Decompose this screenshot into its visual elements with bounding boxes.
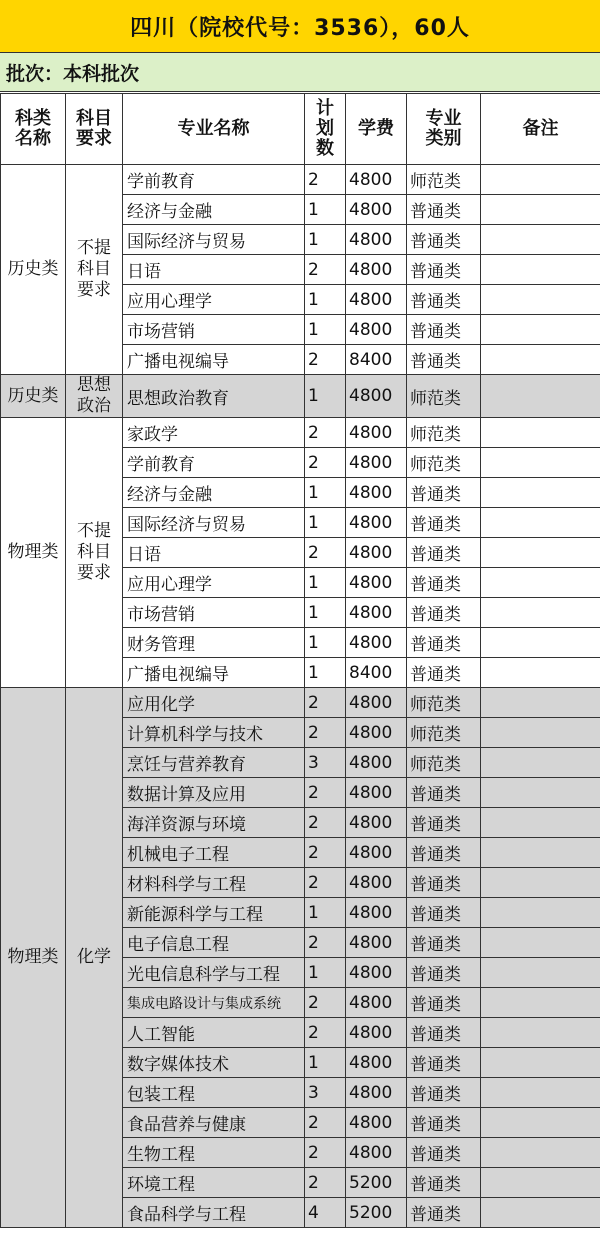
type-cell: 普通类	[407, 478, 481, 508]
fee-cell: 4800	[346, 778, 407, 808]
major-cell: 数据计算及应用	[123, 778, 305, 808]
table-row	[1, 688, 600, 718]
fee-cell: 4800	[346, 1138, 407, 1168]
type-cell: 普通类	[407, 195, 481, 225]
major-cell: 广播电视编导	[123, 345, 305, 375]
major-cell: 新能源科学与工程	[123, 898, 305, 928]
fee-cell: 4800	[346, 868, 407, 898]
major-cell: 应用化学	[123, 688, 305, 718]
plan-cell: 1	[305, 628, 346, 658]
major-cell: 集成电路设计与集成系统	[123, 988, 305, 1018]
type-cell: 师范类	[407, 418, 481, 448]
category-cell: 历史类	[1, 375, 66, 418]
header-fee: 学费	[346, 94, 407, 165]
remark-cell	[481, 225, 600, 255]
type-cell: 普通类	[407, 988, 481, 1018]
remark-cell	[481, 1198, 600, 1228]
plan-cell: 1	[305, 315, 346, 345]
major-cell: 材料科学与工程	[123, 868, 305, 898]
remark-cell	[481, 778, 600, 808]
fee-cell: 4800	[346, 898, 407, 928]
fee-cell: 4800	[346, 628, 407, 658]
remark-cell	[481, 345, 600, 375]
remark-cell	[481, 418, 600, 448]
fee-cell: 4800	[346, 1108, 407, 1138]
type-cell: 普通类	[407, 1138, 481, 1168]
header-type: 专业类别	[407, 94, 481, 165]
table-row	[1, 375, 600, 418]
major-cell: 国际经济与贸易	[123, 508, 305, 538]
type-cell: 普通类	[407, 598, 481, 628]
plan-cell: 2	[305, 345, 346, 375]
type-cell: 普通类	[407, 345, 481, 375]
remark-cell	[481, 375, 600, 418]
fee-cell: 4800	[346, 988, 407, 1018]
fee-cell: 4800	[346, 1048, 407, 1078]
type-cell: 师范类	[407, 688, 481, 718]
fee-cell: 4800	[346, 718, 407, 748]
plan-cell: 2	[305, 1138, 346, 1168]
major-cell: 食品营养与健康	[123, 1108, 305, 1138]
fee-cell: 4800	[346, 255, 407, 285]
major-cell: 机械电子工程	[123, 838, 305, 868]
major-cell: 经济与金融	[123, 478, 305, 508]
type-cell: 师范类	[407, 718, 481, 748]
type-cell: 普通类	[407, 1048, 481, 1078]
major-cell: 环境工程	[123, 1168, 305, 1198]
type-cell: 师范类	[407, 448, 481, 478]
major-cell: 生物工程	[123, 1138, 305, 1168]
remark-cell	[481, 1048, 600, 1078]
remark-cell	[481, 898, 600, 928]
type-cell: 普通类	[407, 928, 481, 958]
major-cell: 应用心理学	[123, 568, 305, 598]
fee-cell: 4800	[346, 838, 407, 868]
plan-cell: 1	[305, 225, 346, 255]
remark-cell	[481, 808, 600, 838]
plan-cell: 3	[305, 1078, 346, 1108]
fee-cell: 4800	[346, 225, 407, 255]
remark-cell	[481, 1078, 600, 1108]
remark-cell	[481, 315, 600, 345]
type-cell: 普通类	[407, 285, 481, 315]
major-cell: 学前教育	[123, 448, 305, 478]
fee-cell: 4800	[346, 478, 407, 508]
type-cell: 普通类	[407, 1198, 481, 1228]
plan-cell: 2	[305, 778, 346, 808]
major-cell: 人工智能	[123, 1018, 305, 1048]
fee-cell: 4800	[346, 568, 407, 598]
remark-cell	[481, 1108, 600, 1138]
fee-cell: 5200	[346, 1198, 407, 1228]
major-cell: 日语	[123, 255, 305, 285]
fee-cell: 8400	[346, 658, 407, 688]
type-cell: 师范类	[407, 165, 481, 195]
plan-cell: 2	[305, 928, 346, 958]
page-title: 四川（院校代号：3536），60人	[0, 0, 600, 53]
fee-cell: 8400	[346, 345, 407, 375]
plan-cell: 1	[305, 568, 346, 598]
plan-cell: 2	[305, 808, 346, 838]
remark-cell	[481, 165, 600, 195]
type-cell: 普通类	[407, 255, 481, 285]
category-cell: 物理类	[1, 688, 66, 1228]
remark-cell	[481, 628, 600, 658]
table-header-row	[1, 94, 600, 165]
major-cell: 市场营销	[123, 598, 305, 628]
fee-cell: 4800	[346, 958, 407, 988]
requirement-cell: 化学	[66, 688, 123, 1228]
plan-cell: 2	[305, 1168, 346, 1198]
category-cell: 物理类	[1, 418, 66, 688]
remark-cell	[481, 1018, 600, 1048]
fee-cell: 4800	[346, 285, 407, 315]
remark-cell	[481, 988, 600, 1018]
major-cell: 国际经济与贸易	[123, 225, 305, 255]
remark-cell	[481, 658, 600, 688]
fee-cell: 4800	[346, 315, 407, 345]
remark-cell	[481, 958, 600, 988]
remark-cell	[481, 478, 600, 508]
requirement-cell: 不提科目要求	[66, 418, 123, 688]
major-cell: 电子信息工程	[123, 928, 305, 958]
type-cell: 普通类	[407, 508, 481, 538]
header-plan: 计划数	[305, 94, 346, 165]
plan-cell: 1	[305, 375, 346, 418]
type-cell: 普通类	[407, 225, 481, 255]
plan-cell: 1	[305, 1048, 346, 1078]
fee-cell: 5200	[346, 1168, 407, 1198]
plan-cell: 2	[305, 988, 346, 1018]
type-cell: 普通类	[407, 838, 481, 868]
remark-cell	[481, 748, 600, 778]
major-cell: 计算机科学与技术	[123, 718, 305, 748]
header-major: 专业名称	[123, 94, 305, 165]
plan-cell: 1	[305, 508, 346, 538]
remark-cell	[481, 838, 600, 868]
plan-cell: 3	[305, 748, 346, 778]
fee-cell: 4800	[346, 1018, 407, 1048]
plan-cell: 1	[305, 598, 346, 628]
fee-cell: 4800	[346, 808, 407, 838]
fee-cell: 4800	[346, 598, 407, 628]
type-cell: 普通类	[407, 658, 481, 688]
type-cell: 普通类	[407, 538, 481, 568]
type-cell: 普通类	[407, 808, 481, 838]
batch-label: 批次：本科批次	[0, 53, 600, 92]
major-cell: 学前教育	[123, 165, 305, 195]
fee-cell: 4800	[346, 165, 407, 195]
major-cell: 烹饪与营养教育	[123, 748, 305, 778]
plan-cell: 2	[305, 1108, 346, 1138]
category-cell: 历史类	[1, 165, 66, 375]
remark-cell	[481, 1138, 600, 1168]
remark-cell	[481, 538, 600, 568]
type-cell: 普通类	[407, 315, 481, 345]
plan-cell: 1	[305, 658, 346, 688]
fee-cell: 4800	[346, 1078, 407, 1108]
table-row	[1, 165, 600, 195]
type-cell: 普通类	[407, 568, 481, 598]
major-cell: 包装工程	[123, 1078, 305, 1108]
remark-cell	[481, 868, 600, 898]
major-cell: 食品科学与工程	[123, 1198, 305, 1228]
requirement-cell: 不提科目要求	[66, 165, 123, 375]
remark-cell	[481, 928, 600, 958]
type-cell: 普通类	[407, 778, 481, 808]
type-cell: 师范类	[407, 748, 481, 778]
remark-cell	[481, 448, 600, 478]
major-cell: 数字媒体技术	[123, 1048, 305, 1078]
plan-cell: 2	[305, 418, 346, 448]
type-cell: 普通类	[407, 958, 481, 988]
major-cell: 海洋资源与环境	[123, 808, 305, 838]
table-body	[1, 165, 600, 1228]
fee-cell: 4800	[346, 508, 407, 538]
fee-cell: 4800	[346, 195, 407, 225]
major-cell: 光电信息科学与工程	[123, 958, 305, 988]
remark-cell	[481, 568, 600, 598]
admission-plan-table	[0, 93, 600, 1228]
plan-cell: 2	[305, 718, 346, 748]
type-cell: 普通类	[407, 898, 481, 928]
plan-cell: 2	[305, 538, 346, 568]
plan-cell: 2	[305, 688, 346, 718]
remark-cell	[481, 285, 600, 315]
fee-cell: 4800	[346, 448, 407, 478]
type-cell: 师范类	[407, 375, 481, 418]
fee-cell: 4800	[346, 688, 407, 718]
major-cell: 家政学	[123, 418, 305, 448]
remark-cell	[481, 195, 600, 225]
fee-cell: 4800	[346, 418, 407, 448]
type-cell: 普通类	[407, 1168, 481, 1198]
plan-cell: 2	[305, 868, 346, 898]
type-cell: 普通类	[407, 1078, 481, 1108]
fee-cell: 4800	[346, 748, 407, 778]
remark-cell	[481, 688, 600, 718]
major-cell: 应用心理学	[123, 285, 305, 315]
remark-cell	[481, 255, 600, 285]
plan-cell: 2	[305, 255, 346, 285]
plan-cell: 1	[305, 898, 346, 928]
plan-cell: 2	[305, 448, 346, 478]
remark-cell	[481, 1168, 600, 1198]
fee-cell: 4800	[346, 928, 407, 958]
major-cell: 广播电视编导	[123, 658, 305, 688]
plan-cell: 1	[305, 285, 346, 315]
header-remark: 备注	[481, 94, 600, 165]
plan-cell: 1	[305, 958, 346, 988]
type-cell: 普通类	[407, 868, 481, 898]
plan-cell: 2	[305, 838, 346, 868]
major-cell: 日语	[123, 538, 305, 568]
table-row	[1, 418, 600, 448]
plan-cell: 1	[305, 195, 346, 225]
plan-cell: 4	[305, 1198, 346, 1228]
header-requirement: 科目要求	[66, 94, 123, 165]
plan-cell: 2	[305, 1018, 346, 1048]
type-cell: 普通类	[407, 1018, 481, 1048]
remark-cell	[481, 508, 600, 538]
remark-cell	[481, 598, 600, 628]
type-cell: 普通类	[407, 628, 481, 658]
remark-cell	[481, 718, 600, 748]
major-cell: 思想政治教育	[123, 375, 305, 418]
fee-cell: 4800	[346, 538, 407, 568]
major-cell: 财务管理	[123, 628, 305, 658]
header-category: 科类名称	[1, 94, 66, 165]
plan-cell: 1	[305, 478, 346, 508]
fee-cell: 4800	[346, 375, 407, 418]
major-cell: 经济与金融	[123, 195, 305, 225]
major-cell: 市场营销	[123, 315, 305, 345]
requirement-cell: 思想政治	[66, 375, 123, 418]
plan-cell: 2	[305, 165, 346, 195]
type-cell: 普通类	[407, 1108, 481, 1138]
